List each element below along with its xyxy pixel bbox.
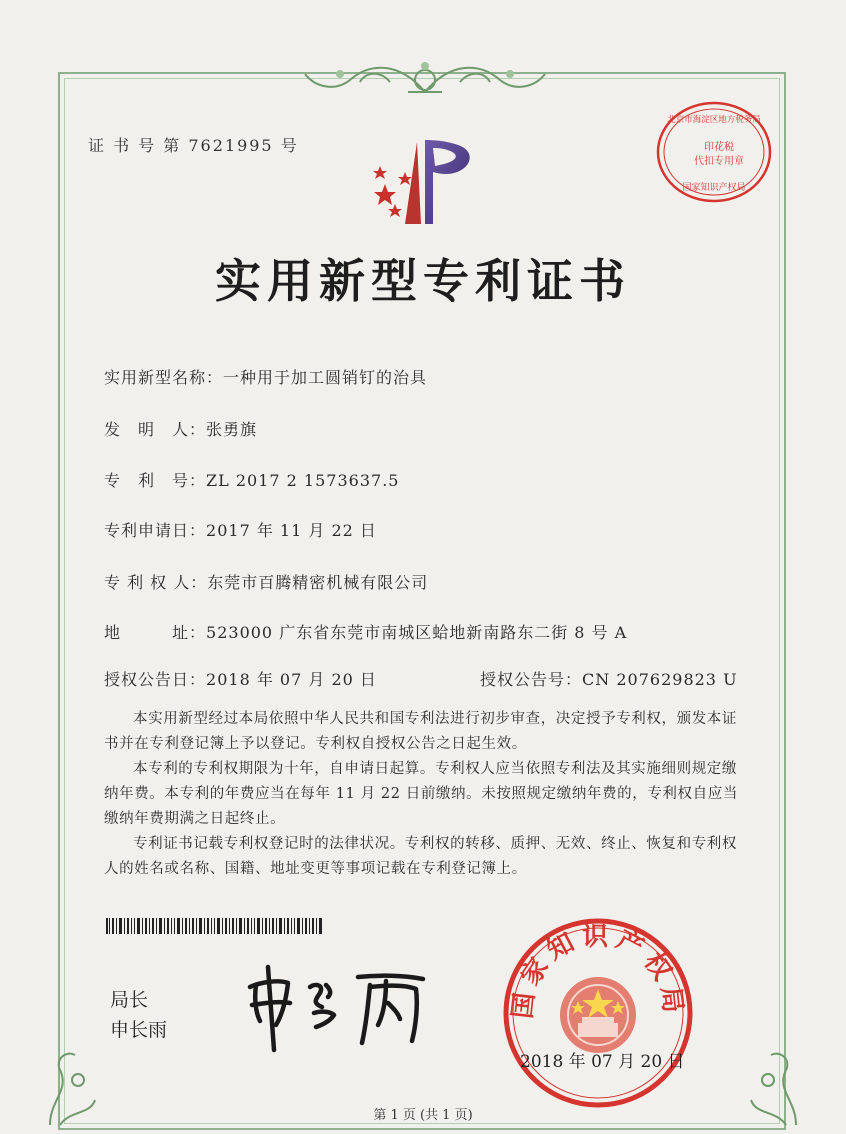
paragraph-3: 专利证书记载专利权登记时的法律状况。专利权的转移、质押、无效、终止、恢复和专利权人的姓名或名称、国籍、地址变更等事项记载在专利登记簿上。 <box>104 836 737 877</box>
field-inventor: 发 明 人：张勇旗 <box>104 420 258 439</box>
barcode <box>106 918 324 934</box>
director-name: 申长雨 <box>110 1019 168 1041</box>
tax-stamp-line1: 印花税 <box>704 142 734 153</box>
field-value: 张勇旗 <box>206 420 258 439</box>
field-value: CN 207629823 U <box>582 670 738 689</box>
grant-date: 2018 年 07 月 20 日 <box>520 1052 685 1072</box>
field-value: 2017 年 11 月 22 日 <box>206 521 377 540</box>
patent-office-logo-icon <box>355 132 495 232</box>
field-value: 2018 年 07 月 20 日 <box>206 670 377 689</box>
director-title: 局长 <box>110 989 149 1011</box>
certificate-title: 实用新型专利证书 <box>215 254 631 308</box>
paragraph-1: 本实用新型经过本局依照中华人民共和国专利法进行初步审查，决定授予专利权，颁发本证书并在专利登记簿上予以登记。专利权自授权公告之日起生效。 <box>104 711 737 752</box>
official-seal-icon <box>500 915 696 1111</box>
field-value: 523000 广东省东莞市南城区蛤地新南路东二街 8 号 A <box>206 623 628 642</box>
field-publication-date: 授权公告日：2018 年 07 月 20 日 <box>104 670 377 689</box>
field-label: 授权公告日 <box>104 670 190 689</box>
signature-icon <box>238 955 438 1055</box>
certificate-number: 证 书 号 第 7621995 号 <box>88 136 299 155</box>
field-value: 东莞市百腾精密机械有限公司 <box>207 573 429 592</box>
tax-stamp-bottom-text: 国家知识产权局 <box>682 183 746 193</box>
paragraph-2: 本专利的专利权期限为十年，自申请日起算。专利权人应当依照专利法及其实施细则规定缴纳年费。本专利的年费应当在每年 11 月 22 日前缴纳。未按照规定缴纳年费的，专利权自应当缴纳年费期满之日起终止。 <box>104 761 738 827</box>
field-label: 地 址 <box>104 623 190 642</box>
tax-stamp-line2: 代扣专用章 <box>694 156 744 167</box>
field-publication-number: 授权公告号：CN 207629823 U <box>480 670 738 689</box>
top-ornament-icon <box>290 52 560 102</box>
field-label: 专 利 号 <box>104 471 190 490</box>
field-utility-model-name: 实用新型名称：一种用于加工圆销钉的治具 <box>104 368 428 387</box>
field-label: 实用新型名称 <box>104 368 207 387</box>
national-emblem-icon <box>560 977 636 1053</box>
field-patent-number: 专 利 号：ZL 2017 2 1573637.5 <box>104 471 400 490</box>
field-label: 专利申请日 <box>104 521 190 540</box>
field-patentee: 专 利 权 人：东莞市百腾精密机械有限公司 <box>104 573 429 592</box>
seal-text: 国家知识产权局 <box>507 921 689 1021</box>
field-label: 发 明 人 <box>104 420 190 439</box>
field-filing-date: 专利申请日：2017 年 11 月 22 日 <box>104 521 377 540</box>
page-footer: 第 1 页 (共 1 页) <box>373 1108 473 1123</box>
field-value: 一种用于加工圆销钉的治具 <box>223 368 428 387</box>
tax-stamp-ring-text: 北京市海淀区地方税务局 <box>667 115 761 125</box>
field-value: ZL 2017 2 1573637.5 <box>206 471 400 490</box>
field-label: 授权公告号 <box>480 670 566 689</box>
tax-stamp <box>655 100 773 204</box>
field-label: 专 利 权 人 <box>104 573 191 592</box>
field-address: 地 址：523000 广东省东莞市南城区蛤地新南路东二街 8 号 A <box>104 623 628 642</box>
